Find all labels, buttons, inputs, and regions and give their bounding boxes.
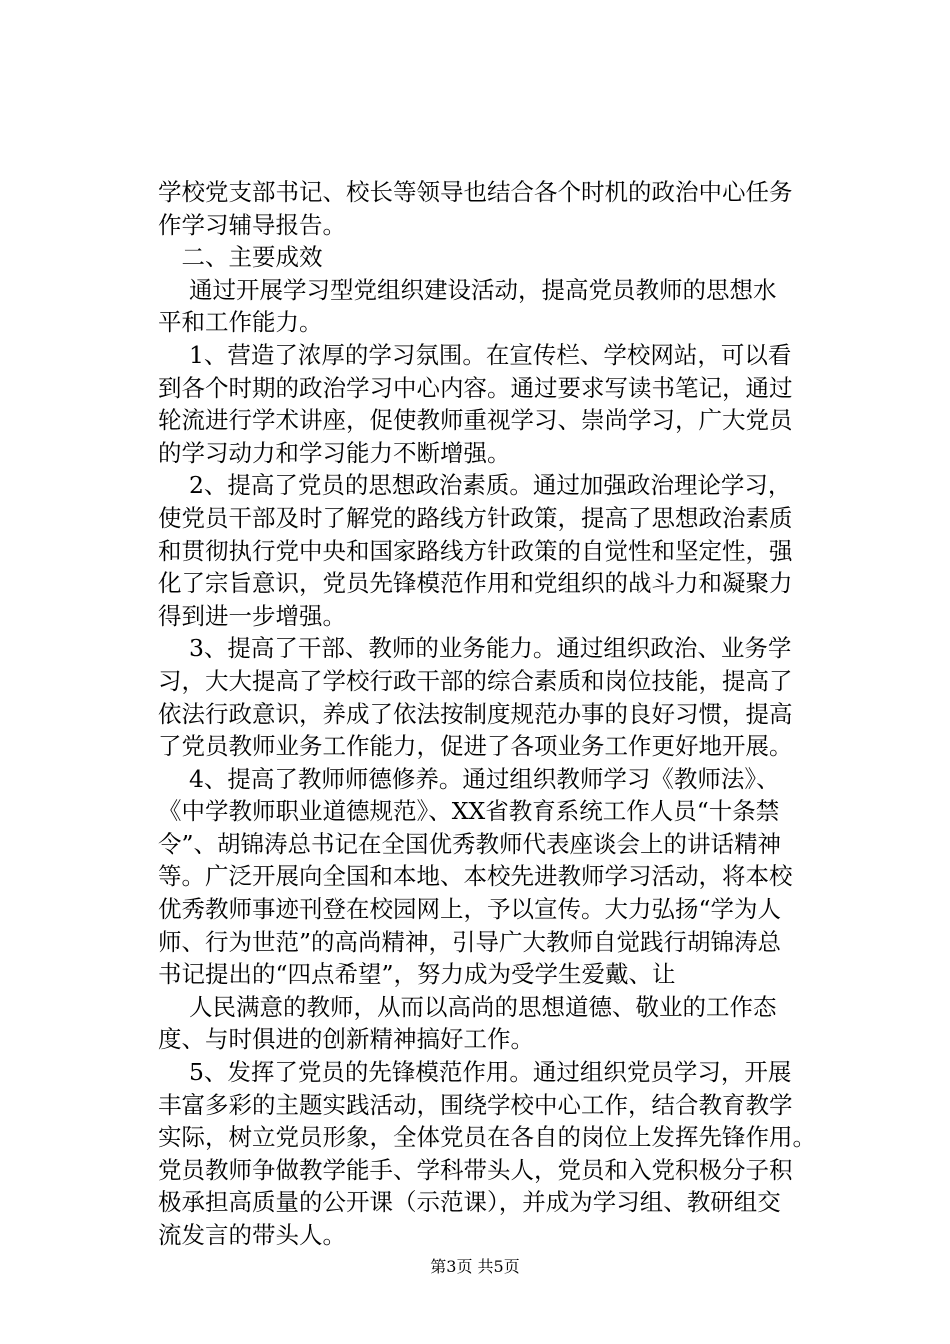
text-line: 丰富多彩的主题实践活动，围绕学校中心工作，结合教育教学: [158, 1090, 793, 1119]
text-line: 平和工作能力。: [158, 308, 323, 337]
text-line: 书记提出的“四点希望”，努力成为受学生爱戴、让: [158, 960, 676, 989]
text-line: 极承担高质量的公开课（示范课），并成为学习组、教研组交: [158, 1188, 781, 1217]
text-line: 化了宗旨意识，党员先锋模范作用和党组织的战斗力和凝聚力: [158, 569, 793, 598]
document-body: [158, 176, 848, 1252]
text-line: 流发言的带头人。: [158, 1221, 346, 1249]
text-line: 通过开展学习型党组织建设活动，提高党员教师的思想水: [158, 275, 777, 304]
page-footer: [0, 1256, 950, 1278]
section-heading: 二、主要成效: [158, 243, 323, 272]
page-number-label: 第3页 共5页: [430, 1257, 520, 1276]
text-line: 作学习辅导报告。: [158, 210, 346, 239]
text-line: 4、提高了教师师德修养。通过组织教师学习《教师法》、: [158, 764, 780, 793]
text-line: 依法行政意识，养成了依法按制度规范办事的良好习惯，提高: [158, 699, 793, 728]
text-line: 使党员干部及时了解党的路线方针政策，提高了思想政治素质: [158, 503, 793, 532]
text-line: 和贯彻执行党中央和国家路线方针政策的自觉性和坚定性，强: [158, 536, 793, 565]
text-line: 党员教师争做教学能手、学科带头人，党员和入党积极分子积: [158, 1155, 793, 1184]
text-line: 师、行为世范”的高尚精神，引导广大教师自觉践行胡锦涛总: [158, 927, 782, 956]
text-line: 实际，树立党员形象，全体党员在各自的岗位上发挥先锋作用。: [158, 1123, 816, 1152]
text-line: 的学习动力和学习能力不断增强。: [158, 438, 511, 467]
text-line: 3、提高了干部、教师的业务能力。通过组织政治、业务学: [158, 634, 792, 663]
text-line: 5、发挥了党员的先锋模范作用。通过组织党员学习，开展: [158, 1058, 792, 1087]
text-line: 1、营造了浓厚的学习氛围。在宣传栏、学校网站，可以看: [158, 340, 792, 369]
text-line: 优秀教师事迹刊登在校园网上，予以宣传。大力弘扬“学为人: [158, 895, 782, 924]
text-line: 了党员教师业务工作能力，促进了各项业务工作更好地开展。: [158, 732, 793, 761]
text-line: 得到进一步增强。: [158, 601, 346, 630]
text-line: 学校党支部书记、校长等领导也结合各个时机的政治中心任务: [158, 178, 793, 206]
text-line: 度、与时俱进的创新精神搞好工作。: [158, 1025, 534, 1054]
text-line: 令”、胡锦涛总书记在全国优秀教师代表座谈会上的讲话精神: [158, 829, 782, 858]
text-line: 轮流进行学术讲座，促使教师重视学习、崇尚学习，广大党员: [158, 406, 793, 435]
text-line: 人民满意的教师，从而以高尚的思想道德、敬业的工作态: [158, 992, 777, 1021]
text-line: 2、提高了党员的思想政治素质。通过加强政治理论学习，: [158, 471, 792, 500]
text-line: 到各个时期的政治学习中心内容。通过要求写读书笔记，通过: [158, 373, 793, 402]
text-line: 《中学教师职业道德规范》、XX省教育系统工作人员“十条禁: [158, 797, 780, 826]
text-line: 等。广泛开展向全国和本地、本校先进教师学习活动，将本校: [158, 862, 793, 891]
text-line: 习，大大提高了学校行政干部的综合素质和岗位技能，提高了: [158, 666, 793, 695]
